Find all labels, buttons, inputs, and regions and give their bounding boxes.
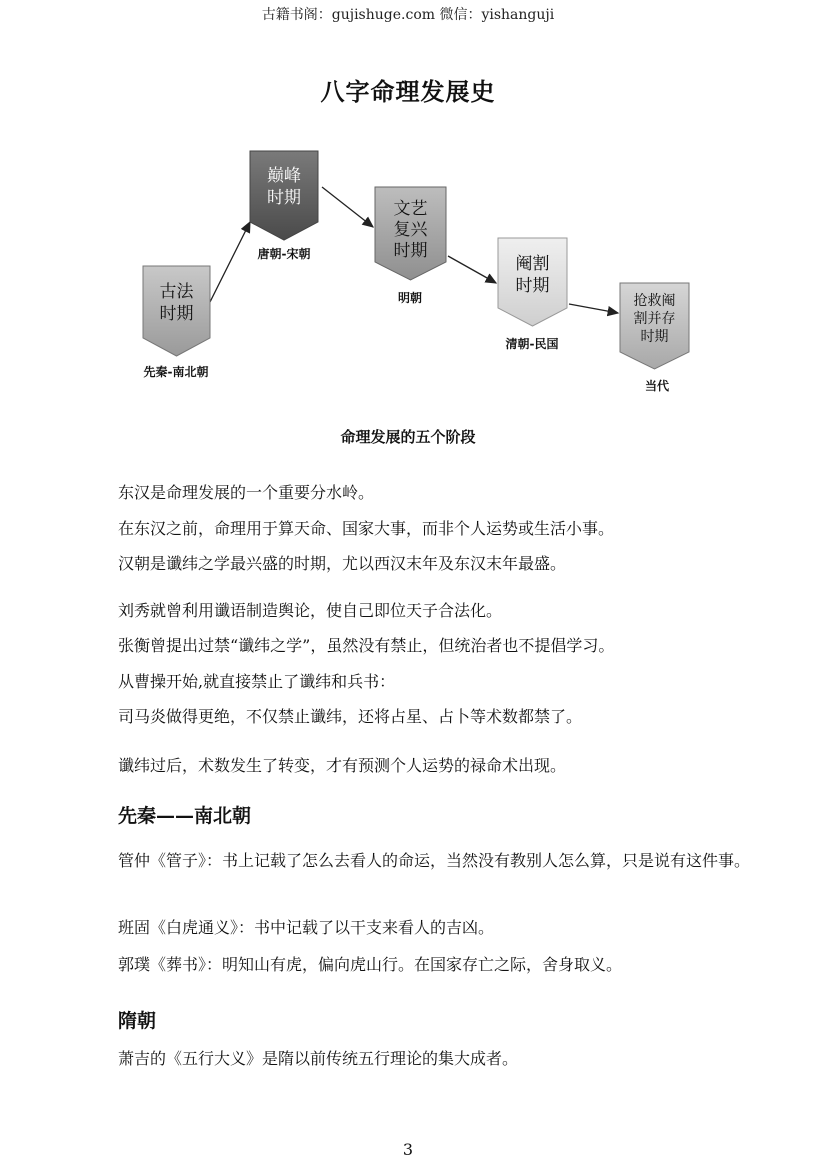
stage-2-line2: 时期 <box>267 188 301 208</box>
paragraph: 东汉是命理发展的一个重要分水岭。 <box>118 483 375 502</box>
paragraph: 管仲《管子》：书上记载了怎么去看人的命运，当然没有教别人怎么算，只是说有这件事。 <box>118 851 751 870</box>
stage-2-line1: 巅峰 <box>267 166 301 186</box>
stage-3-line1: 文艺 <box>393 199 428 219</box>
stage-5-line2: 割并存 <box>633 311 676 327</box>
stage-peak <box>250 151 318 261</box>
arrow-3 <box>448 256 496 283</box>
paragraph: 张衡曾提出过禁“谶纬之学”，虽然没有禁止，但统治者也不提倡学习。 <box>118 636 615 655</box>
stage-castration <box>498 238 567 351</box>
paragraph: 从曹操开始,就直接禁止了谶纬和兵书： <box>118 672 396 691</box>
paragraph: 在东汉之前，命理用于算天命、国家大事，而非个人运势或生活小事。 <box>118 519 615 538</box>
stage-2-period: 唐朝-宋朝 <box>257 247 311 261</box>
paragraph: 郭璞《葬书》：明知山有虎，偏向虎山行。在国家存亡之际，舍身取义。 <box>118 955 623 974</box>
section-heading: 先秦——南北朝 <box>118 805 252 827</box>
stage-contemporary <box>620 283 689 393</box>
stage-3-line3: 时期 <box>393 241 428 261</box>
arrow-1 <box>210 222 250 302</box>
paragraph: 谶纬过后，术数发生了转变，才有预测个人运势的禄命术出现。 <box>118 756 567 775</box>
stage-1-line1: 古法 <box>159 282 194 302</box>
stages-diagram <box>0 0 816 420</box>
paragraph: 刘秀就曾利用谶语制造舆论，使自己即位天子合法化。 <box>118 601 503 620</box>
arrow-2 <box>322 187 373 227</box>
paragraph: 汉朝是谶纬之学最兴盛的时期，尤以西汉末年及东汉末年最盛。 <box>118 554 567 573</box>
stage-1-period: 先秦-南北朝 <box>143 365 209 379</box>
page-title: 八字命理发展史 <box>320 78 496 106</box>
stage-ancient <box>143 266 210 379</box>
stage-4-period: 清朝-民国 <box>505 337 559 351</box>
stage-5-line3: 时期 <box>640 329 669 345</box>
diagram-caption: 命理发展的五个阶段 <box>340 428 476 446</box>
section-heading: 隋朝 <box>118 1010 157 1032</box>
watermark-header: 古籍书阁：gujishuge.com 微信：yishanguji <box>261 7 555 23</box>
paragraph: 司马炎做得更绝，不仅禁止谶纬，还将占星、占卜等术数都禁了。 <box>118 707 583 726</box>
stage-4-line2: 时期 <box>515 276 550 296</box>
arrow-4 <box>569 304 618 313</box>
stage-5-line1: 抢救阉 <box>633 293 676 309</box>
stage-5-period: 当代 <box>644 379 670 393</box>
stage-1-line2: 时期 <box>159 304 194 324</box>
paragraph: 萧吉的《五行大义》是隋以前传统五行理论的集大成者。 <box>118 1049 519 1068</box>
stage-3-period: 明朝 <box>397 291 423 305</box>
stage-renaissance <box>375 187 446 305</box>
paragraph: 班固《白虎通义》：书中记载了以干支来看人的吉凶。 <box>118 918 495 937</box>
page-number: 3 <box>402 1140 414 1159</box>
stage-4-line1: 阉割 <box>515 254 550 274</box>
stage-3-line2: 复兴 <box>393 220 428 240</box>
